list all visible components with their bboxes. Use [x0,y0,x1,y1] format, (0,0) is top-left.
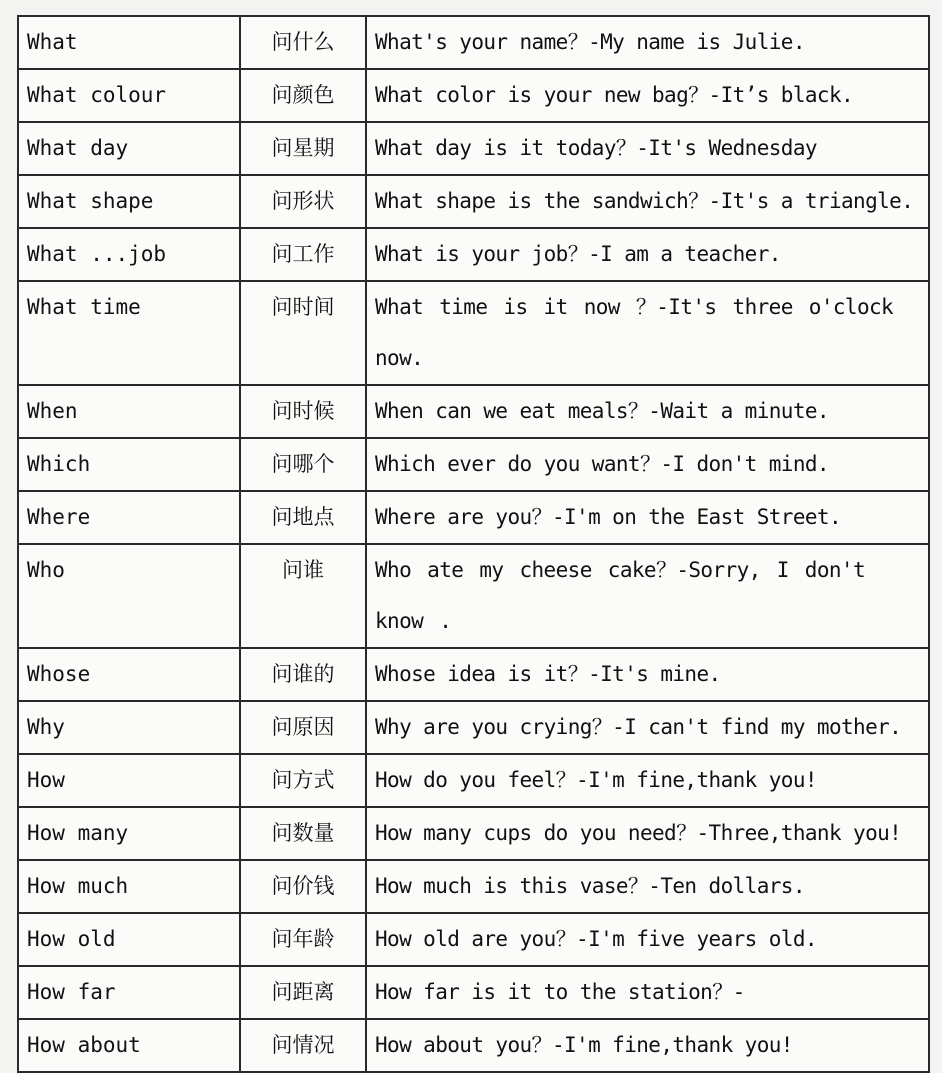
question-words-table [17,15,930,1073]
question-word: What shape [18,175,240,228]
example-sentence: What day is it today？-It's Wednesday [366,122,929,175]
question-word: How old [18,913,240,966]
table-row [18,913,929,966]
question-word: Who [18,544,240,648]
example-sentence: How do you feel？-I'm fine,thank you! [366,754,929,807]
table-row [18,16,929,69]
question-word: What [18,16,240,69]
table-row [18,754,929,807]
chinese-meaning: 问颜色 [240,69,366,122]
question-word: What time [18,281,240,385]
table-row [18,69,929,122]
example-sentence: What color is your new bag？-It’s black. [366,69,929,122]
table-row [18,648,929,701]
chinese-meaning: 问什么 [240,16,366,69]
question-word: What ...job [18,228,240,281]
example-sentence: How far is it to the station？- [366,966,929,1019]
example-sentence: How about you？-I'm fine,thank you! [366,1019,929,1072]
question-word: How many [18,807,240,860]
example-sentence: What time is it now ？-It's three o'clock now. [366,281,929,385]
example-sentence: What is your job？-I am a teacher. [366,228,929,281]
example-sentence: What's your name？-My name is Julie. [366,16,929,69]
chinese-meaning: 问形状 [240,175,366,228]
question-word: When [18,385,240,438]
table-row [18,491,929,544]
table-row [18,807,929,860]
question-word: Which [18,438,240,491]
table-row [18,281,929,385]
example-sentence: How many cups do you need？-Three,thank you! [366,807,929,860]
chinese-meaning: 问哪个 [240,438,366,491]
chinese-meaning: 问年龄 [240,913,366,966]
chinese-meaning: 问工作 [240,228,366,281]
table-row [18,1019,929,1072]
chinese-meaning: 问价钱 [240,860,366,913]
chinese-meaning: 问时间 [240,281,366,385]
question-word: What day [18,122,240,175]
table-row [18,228,929,281]
chinese-meaning: 问星期 [240,122,366,175]
question-word: What colour [18,69,240,122]
question-word: Whose [18,648,240,701]
example-sentence: How old are you？-I'm five years old. [366,913,929,966]
chinese-meaning: 问时候 [240,385,366,438]
question-word: How far [18,966,240,1019]
chinese-meaning: 问数量 [240,807,366,860]
table-row [18,701,929,754]
example-sentence: Who ate my cheese cake？-Sorry, I don't know . [366,544,929,648]
question-word: How [18,754,240,807]
table-row [18,175,929,228]
table-row [18,438,929,491]
question-word: Why [18,701,240,754]
question-word: How much [18,860,240,913]
question-word: How about [18,1019,240,1072]
example-sentence: What shape is the sandwich？-It's a triangle. [366,175,929,228]
chinese-meaning: 问距离 [240,966,366,1019]
example-sentence: Whose idea is it？-It's mine. [366,648,929,701]
table-row [18,860,929,913]
chinese-meaning: 问地点 [240,491,366,544]
question-word: Where [18,491,240,544]
table-row [18,966,929,1019]
chinese-meaning: 问原因 [240,701,366,754]
example-sentence: Why are you crying？-I can't find my mother. [366,701,929,754]
example-sentence: When can we eat meals？-Wait a minute. [366,385,929,438]
chinese-meaning: 问情况 [240,1019,366,1072]
example-sentence: Which ever do you want？-I don't mind. [366,438,929,491]
table-row [18,122,929,175]
table-row [18,385,929,438]
chinese-meaning: 问谁 [240,544,366,648]
table-row [18,544,929,648]
example-sentence: Where are you？-I'm on the East Street. [366,491,929,544]
example-sentence: How much is this vase？-Ten dollars. [366,860,929,913]
chinese-meaning: 问方式 [240,754,366,807]
chinese-meaning: 问谁的 [240,648,366,701]
